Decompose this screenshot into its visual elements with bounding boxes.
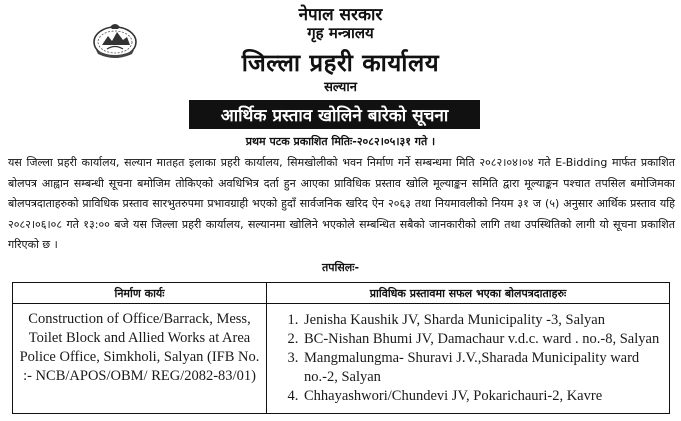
office-location: सल्यान bbox=[324, 80, 357, 95]
notice-title-banner: आर्थिक प्रस्ताव खोलिने बारेको सूचना bbox=[189, 100, 480, 129]
bidders-list bbox=[268, 305, 668, 406]
bidders-table bbox=[12, 282, 670, 414]
notice-body-text: यस जिल्ला प्रहरी कार्यालय, सल्यान मातहत इलाका प्रहरी कार्यालय, सिमखोलीको भवन निर्माण गर्ने सम्बन्धमा मिति २०८२।०४।०४ गते E-Bidding मार्फत प्रकाशित बोलपत्र आह्वान सम्बन्धी सूचना बमोजिम तोकिएको अवधिभित्र दर्ता हुन आएका प्राविधिक प्रस्ताव खोलि मूल्याङ्कन समिति द्वारा मूल्याङ्कन पश्चात तपसिल बमोजिमका बोलपत्रदाताहरुको प्राविधिक प्रस्ताव सारभुतरुपमा प्रभावग्राही भएको हुदाँ सार्वजनिक खरिद ऐन २०६३ तथा नियमावलीको नियम ३१ ज (५) अनुसार आर्थिक प्रस्ताव यहि २०८२।०६।०८ गते १३:०० बजे यस जिल्ला प्रहरी कार्यालय, सल्यानमा खोलिने भएकोले सम्बन्धित सबैको जानकारीको लागि तथा उपस्थितिको लागी यो सूचना प्रकाशित गरिएको छ । bbox=[8, 156, 675, 251]
bidders-column-header: प्राविधिक प्रस्तावमा सफल भएका बोलपत्रदाताहरुः bbox=[267, 283, 670, 304]
list-item: 2. BC-Nishan Bhumi JV, Damachaur v.d.c. ward . no.-8, Salyan bbox=[302, 330, 660, 349]
work-description: Construction of Office/Barrack, Mess, Toilet Block and Allied Works at Area Police Office, Simkholi, Salyan (IFB No. :- NCB/APOS/OBM/ REG/2082-83/01) bbox=[13, 304, 267, 414]
government-label: नेपाल सरकार bbox=[298, 5, 383, 25]
office-title: जिल्ला प्रहरी कार्यालय bbox=[241, 49, 440, 77]
table-row bbox=[13, 304, 670, 414]
work-column-header: निर्माण कार्यः bbox=[13, 283, 267, 304]
details-label: तपसिलः- bbox=[321, 261, 360, 274]
ministry-label: गृह मन्त्रालय bbox=[307, 24, 374, 42]
list-item: 4. Chhayashwori/Chundevi JV, Pokarichauri-2, Kavre bbox=[302, 387, 660, 406]
table-header-row bbox=[13, 283, 670, 304]
list-item: 3. Mangmalungma- Shuravi J.V.,Sharada Municipality ward no.-2, Salyan bbox=[302, 349, 660, 387]
publication-date: प्रथम पटक प्रकाशित मितिः-२०८२।०५।३१ गते । bbox=[245, 135, 436, 148]
list-item: 1. Jenisha Kaushik JV, Sharda Municipality -3, Salyan bbox=[302, 311, 660, 330]
bidders-cell bbox=[267, 304, 670, 414]
